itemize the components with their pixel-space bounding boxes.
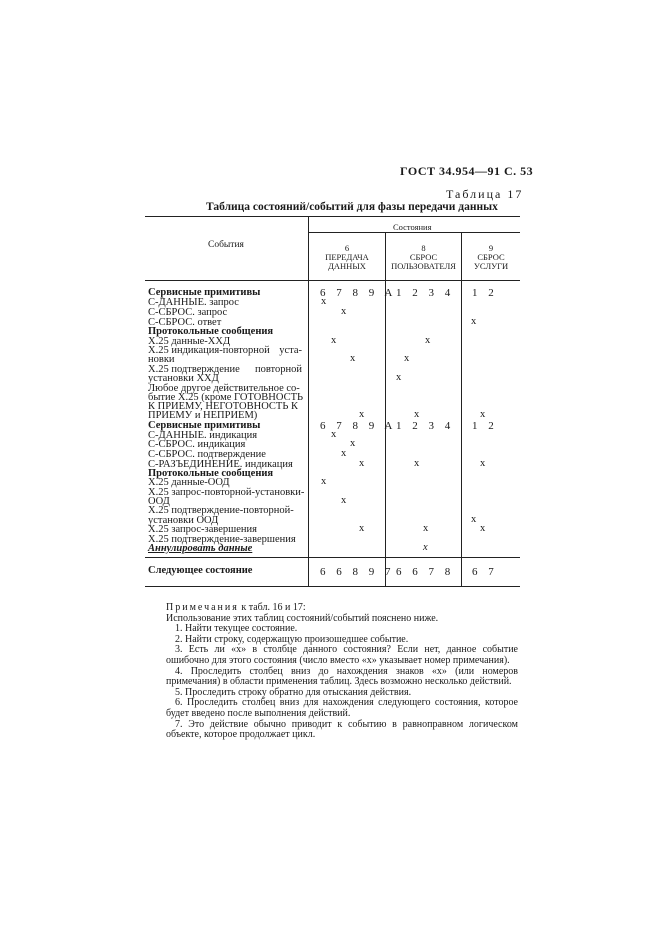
- mark: x: [359, 523, 365, 534]
- row-c-disconnect-indication: С-РАЗЪЕДИНЕНИЕ. индикация: [148, 459, 293, 470]
- row-service-primitives-2: Сервисные примитивы: [148, 420, 261, 431]
- col-6-title-line2: ДАННЫХ: [328, 261, 366, 271]
- mark: x: [341, 495, 347, 506]
- states-header: Состояния: [393, 222, 432, 232]
- body-bottom-rule: [145, 557, 520, 558]
- row-x25-reset-confirm-ood: X.25 подтверждение-повторной-: [148, 505, 294, 516]
- row-x25-reset-indication-b: уста-: [279, 345, 302, 356]
- notes-heading: [166, 603, 518, 614]
- row-protocol-messages-1: Протокольные сообщения: [148, 326, 274, 337]
- states-header-rule: [308, 232, 520, 233]
- note-line: Использование этих таблиц состояний/событий пояснено ниже.: [166, 612, 439, 624]
- mark: x: [414, 458, 420, 469]
- mark: x: [321, 476, 327, 487]
- actions-group2-col9: 1 2: [472, 420, 498, 432]
- mark: x: [359, 458, 365, 469]
- note-line: 6. Проследить столбец вниз для нахождения следующего состояния, которое будет введено после выполнения действий.: [166, 697, 518, 719]
- mark: x: [350, 353, 356, 364]
- next-state-label: Следующее состояние: [148, 565, 253, 576]
- mark: x: [404, 353, 410, 364]
- col-divider-6-8: [385, 232, 386, 586]
- notes-title: Примечания: [166, 602, 239, 613]
- row-protocol-messages-2: Протокольные сообщения: [148, 468, 274, 479]
- row-x25-reset-request-ood: X.25 запрос-повторной-установки-: [148, 487, 305, 498]
- actions-group2-col6: 6 7 8 9 A: [320, 420, 397, 432]
- actions-group1-col9: 1 2: [472, 287, 498, 299]
- col-6-number: 6: [344, 243, 350, 253]
- next-state-col9: 6 7: [472, 566, 498, 578]
- mark: x: [480, 409, 486, 420]
- col-header-9: [462, 244, 520, 271]
- row-x25-reset-confirm-cont: установки ХХД: [148, 373, 219, 384]
- col-8-title-line1: СБРОС: [409, 252, 438, 262]
- row-cancel-data: Аннулировать данные: [148, 543, 253, 554]
- notes-block: [166, 603, 518, 741]
- mark: x: [423, 523, 429, 534]
- row-x25-reset-indication-a: X.25 индикация-повторной: [148, 345, 270, 356]
- events-header: События: [208, 240, 244, 250]
- col-divider-events: [308, 216, 309, 586]
- mark: x: [341, 448, 347, 459]
- row-x25-data-ood: X.25 данные-ООД: [148, 477, 230, 488]
- note-line: 2. Найти строку, содержащую произошедшее событие.: [175, 633, 409, 645]
- col-header-6: [310, 244, 384, 271]
- header-bottom-rule: [145, 280, 520, 281]
- col-divider-8-9: [461, 232, 462, 586]
- row-any-other-event-4: ПРИЕМУ и НЕПРИЕМ): [148, 410, 258, 421]
- note-line: 4. Проследить столбец вниз до нахождения знаков «x» (или номеров примечания) в области применения таблиц. Здесь возможно несколько действий.: [166, 665, 518, 688]
- col-header-8: [386, 244, 461, 271]
- row-c-data-request: С-ДАННЫЕ. запрос: [148, 297, 239, 308]
- row-x25-reset-indication-cont: новки: [148, 354, 175, 365]
- mark: x: [423, 542, 428, 553]
- col-9-number: 9: [488, 243, 494, 253]
- row-service-primitives-1: Сервисные примитивы: [148, 287, 261, 298]
- col-9-title-line2: УСЛУГИ: [473, 261, 509, 271]
- table-label: Таблица 17: [446, 187, 524, 201]
- note-line: 5. Проследить строку обратно для отыскания действия.: [175, 686, 412, 698]
- note-line: 7. Это действие обычно приводит к событию в равноправном логическом объекте, которое продолжает цикл.: [166, 718, 518, 741]
- mark: x: [480, 523, 486, 534]
- table-bottom-rule: [145, 586, 520, 587]
- row-c-reset-indication: С-СБРОС. индикация: [148, 439, 246, 450]
- notes-title-rest: к табл. 16 и 17:: [238, 602, 306, 613]
- row-c-reset-request: С-СБРОС. запрос: [148, 307, 228, 318]
- col-8-number: 8: [421, 243, 426, 253]
- note-line: 1. Найти текущее состояние.: [175, 623, 298, 635]
- next-state-col6: 6 6 8 9 7: [320, 566, 395, 578]
- table-top-rule: [145, 216, 520, 217]
- mark: x: [414, 409, 420, 420]
- actions-group2-col8: 1 2 3 4: [396, 420, 455, 432]
- table-title: Таблица состояний/событий для фазы передачи данных: [206, 201, 498, 213]
- row-any-other-event-3: К ПРИЕМУ, НЕГОТОВНОСТЬ К: [148, 401, 298, 412]
- row-x25-clear-request: X.25 запрос-завершения: [148, 524, 257, 535]
- page-header: ГОСТ 34.954—91 С. 53: [400, 164, 534, 178]
- mark: x: [350, 438, 356, 449]
- mark: x: [471, 514, 477, 525]
- row-x25-reset-confirm-ood-cont: установки ООД: [148, 515, 219, 526]
- mark: x: [480, 458, 486, 469]
- actions-group1-col8: 1 2 3 4: [396, 287, 455, 299]
- col-8-title-line2: ПОЛЬЗОВАТЕЛЯ: [391, 261, 456, 271]
- next-state-col8: 6 6 7 8: [396, 566, 455, 578]
- row-c-reset-confirm: С-СБРОС. подтверждение: [148, 449, 266, 460]
- mark: x: [425, 335, 431, 346]
- row-any-other-event-2: бытие X.25 (кроме ГОТОВНОСТЬ: [148, 392, 304, 403]
- note-line: 3. Есть ли «x» в столбце данного состояния? Если нет, данное событие ошибочно для этого состояния (число вместо «x» указывает номер примечания).: [166, 644, 518, 666]
- mark: x: [396, 372, 402, 383]
- row-c-reset-response: С-СБРОС. ответ: [148, 317, 222, 328]
- row-any-other-event-1: Любое другое действительное со-: [148, 383, 300, 394]
- mark: x: [331, 335, 337, 346]
- mark: x: [331, 429, 337, 440]
- row-x25-reset-request-ood-cont: ООД: [148, 496, 170, 507]
- row-c-data-indication: С-ДАННЫЕ. индикация: [148, 430, 258, 441]
- mark: x: [321, 296, 327, 307]
- row-x25-reset-confirm-b: повторной: [254, 364, 302, 375]
- mark: x: [359, 409, 365, 420]
- row-x25-reset-confirm-a: X.25 подтверждение: [148, 364, 240, 375]
- row-x25-clear-confirm: X.25 подтверждение-завершения: [148, 534, 296, 545]
- row-x25-data-dte: X.25 данные-ХХД: [148, 336, 231, 347]
- col-6-title-line1: ПЕРЕДАЧА: [325, 252, 369, 262]
- actions-group1-col6: 6 7 8 9 A: [320, 287, 397, 299]
- mark: x: [471, 316, 477, 327]
- mark: x: [341, 306, 347, 317]
- col-9-title-line1: СБРОС: [477, 252, 505, 262]
